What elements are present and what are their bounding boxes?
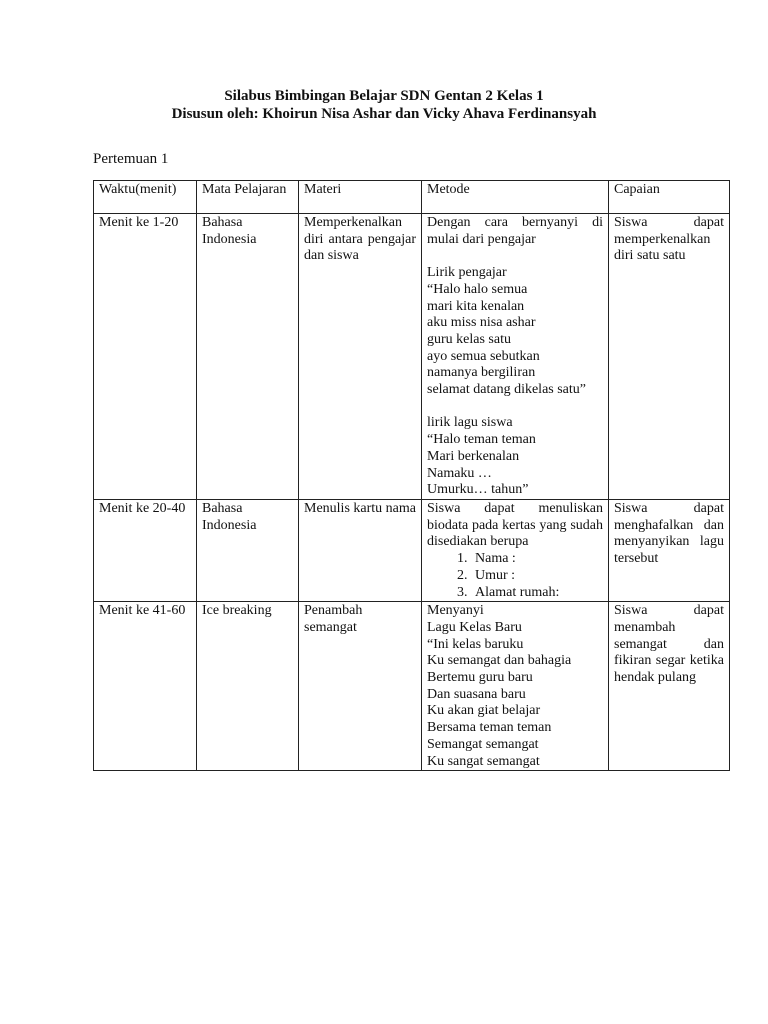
cell-method: [422, 500, 609, 602]
cell-subject: Bahasa Indonesia: [197, 500, 299, 602]
cell-time: Menit ke 20-40: [94, 500, 197, 602]
cell-material: Penambah semangat: [299, 602, 422, 771]
lyric-line: Mari berkenalan: [427, 448, 520, 464]
meeting-label: Pertemuan 1: [93, 151, 169, 167]
cell-subject: Bahasa Indonesia: [197, 214, 299, 500]
method-intro: Siswa dapat menuliskan biodata pada kertas yang sudah disediakan berupa: [427, 501, 603, 550]
cell-outcome: Siswa dapat memperkenalkan diri satu satu: [609, 214, 730, 500]
header-time: Waktu(menit): [94, 181, 197, 214]
lyric-line: Umurku… tahun”: [427, 482, 529, 498]
song-line: Ku sangat semangat: [427, 753, 540, 769]
header-subject: Mata Pelajaran: [197, 181, 299, 214]
lyric-line: namanya bergiliran: [427, 365, 536, 381]
header-method: Metode: [422, 181, 609, 214]
lyric-line: ayo semua sebutkan: [427, 348, 540, 364]
lyric-line: Lirik pengajar: [427, 265, 507, 281]
song-line: Bertemu guru baru: [427, 670, 533, 686]
cell-subject: Ice breaking: [197, 602, 299, 771]
song-line: Ku semangat dan bahagia: [427, 653, 572, 669]
song-line: Menyanyi: [427, 603, 484, 619]
lyric-line: Namaku …: [427, 465, 492, 481]
table-row: [94, 500, 730, 602]
cell-material: Memperkenalkan diri antara pengajar dan siswa: [299, 214, 422, 500]
song-line: Lagu Kelas Baru: [427, 619, 522, 635]
lyric-line: selamat datang dikelas satu”: [427, 382, 586, 398]
syllabus-table: [93, 180, 730, 771]
cell-material: Menulis kartu nama: [299, 500, 422, 602]
table-row: [94, 214, 730, 500]
lyric-line: lirik lagu siswa: [427, 415, 513, 431]
cell-outcome: Siswa dapat menghafalkan dan menyanyikan lagu tersebut: [609, 500, 730, 602]
table-row: [94, 602, 730, 771]
list-item: 3. Alamat rumah:: [471, 585, 603, 602]
lyric-line: aku miss nisa ashar: [427, 315, 536, 331]
lyric-line: “Halo halo semua: [427, 281, 528, 297]
header-material: Materi: [299, 181, 422, 214]
cell-time: Menit ke 41-60: [94, 602, 197, 771]
table-header-row: [94, 181, 730, 214]
song-line: “Ini kelas baruku: [427, 636, 524, 652]
lyric-line: guru kelas satu: [427, 331, 511, 347]
list-item: 1. Nama :: [471, 551, 603, 568]
lyric-line: mari kita kenalan: [427, 298, 525, 314]
cell-time: Menit ke 1-20: [94, 214, 197, 500]
header-outcome: Capaian: [609, 181, 730, 214]
lyric-line: “Halo teman teman: [427, 432, 536, 448]
cell-method: [422, 602, 609, 771]
cell-method: [422, 214, 609, 500]
song-line: Ku akan giat belajar: [427, 703, 541, 719]
cell-outcome: Siswa dapat menambah semangat dan fikiran segar ketika hendak pulang: [609, 602, 730, 771]
list-item: 2. Umur :: [471, 568, 603, 585]
biodata-list: [427, 551, 603, 601]
song-line: Semangat semangat: [427, 736, 539, 752]
document-authors: Disusun oleh: Khoirun Nisa Ashar dan Vicky Ahava Ferdinansyah: [171, 106, 597, 122]
song-line: Bersama teman teman: [427, 720, 552, 736]
song-line: Dan suasana baru: [427, 686, 526, 702]
method-intro: Dengan cara bernyanyi di mulai dari pengajar: [427, 215, 603, 247]
document-title: Silabus Bimbingan Belajar SDN Gentan 2 Kelas 1: [224, 88, 544, 104]
